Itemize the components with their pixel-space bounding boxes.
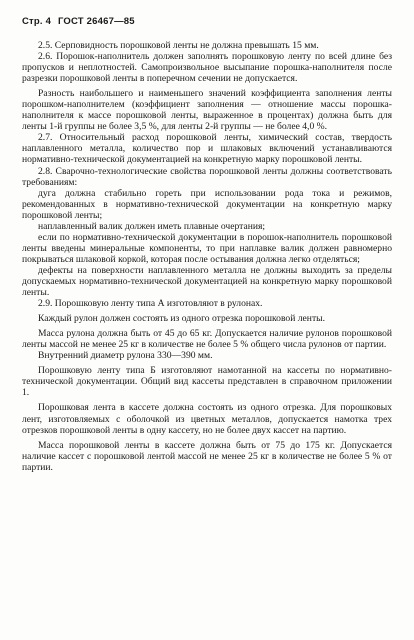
list-item-bead: наплавленный валик должен иметь плавные очертания; <box>38 220 266 232</box>
paragraph-2-6: 2.6. Порошок-наполнитель должен заполнять порошковую ленту по всей длине без пропусков и неплотностей. Самопроизвольное высыпание порошка-наполнителя после разрезки порошковой ленты в поперечном сечении не допускается. <box>22 51 392 85</box>
page-header <box>22 16 139 27</box>
paragraph-2-7: 2.7. Относительный расход порошковой ленты, химический состав, твердость наплавленного металла, количество пор и шлаковых включений устанавливаются нормативно-технической документацией на конкретную марку порошковой ленты. <box>22 132 392 166</box>
standard-designation: ГОСТ 26467—85 <box>57 16 135 27</box>
paragraph-coil-diameter: Внутренний диаметр рулона 330—390 мм. <box>38 350 213 362</box>
paragraph-2-8: 2.8. Сварочно-технологические свойства порошковой ленты должны соответствовать требованиям: <box>22 165 392 188</box>
paragraph-2-9: 2.9. Порошковую ленту типа А изготовляют в рулонах. <box>38 298 263 310</box>
list-item-slag: если по нормативно-технической документации в порошок-наполнитель порошковой ленты введены минеральные компоненты, то при наплавке валик должен равномерно покрываться шлаковой коркой, которая после остывания должна легко отделяться; <box>22 231 392 265</box>
paragraph-coil-mass: Масса рулона должна быть от 45 до 65 кг. Допускается наличие рулонов порошковой ленты массой не менее 25 кг в количестве не более 5 % общего числа рулонов от партии. <box>22 328 392 351</box>
paragraph-2-5: 2.5. Серповидность порошковой ленты не должна превышать 15 мм. <box>38 40 319 51</box>
paragraph-cassette-segment: Порошковая лента в кассете должна состоять из одного отрезка. Для порошковых лент, изготовляемых с оболочкой из цветных металлов, допускается намотка трех отрезков порошковой ленты в одну кассету, но не более двух кассет на партию. <box>22 402 392 436</box>
list-item-defects: дефекты на поверхности наплавленного металла не должны выходить за пределы допускаемых нормативно-технической документацией на конкретную марку порошковой ленты. <box>22 264 392 299</box>
list-item-arc: дуга должна стабильно гореть при использовании рода тока и режимов, рекомендованных в нормативно-технической документации на конкретную марку порошковой ленты; <box>22 187 392 221</box>
page-number: Стр. 4 <box>22 16 52 27</box>
paragraph-cassette-mass: Масса порошковой ленты в кассете должна быть от 75 до 175 кг. Допускается наличие кассет с порошковой лентой массой не менее 25 кг в количестве не более 5 % от партии. <box>22 439 392 473</box>
paragraph-fill-coefficient: Разность наибольшего и наименьшего значений коэффициента заполнения ленты порошком-наполнителем (коэффициент заполнения — отношение массы порошка-наполнителя к массе порошковой ленты, выраженное в процентах) должна быть для ленты 1-й группы не более 3,5 %, для ленты 2-й группы — не более 4,0 %. <box>22 88 392 133</box>
document-body <box>22 40 392 473</box>
paragraph-coil-segment: Каждый рулон должен состоять из одного отрезка порошковой ленты. <box>38 313 325 325</box>
paragraph-type-b: Порошковую ленту типа Б изготовляют намотанной на кассеты по нормативно-технической документации. Общий вид кассеты представлен в справочном приложении 1. <box>22 365 392 399</box>
